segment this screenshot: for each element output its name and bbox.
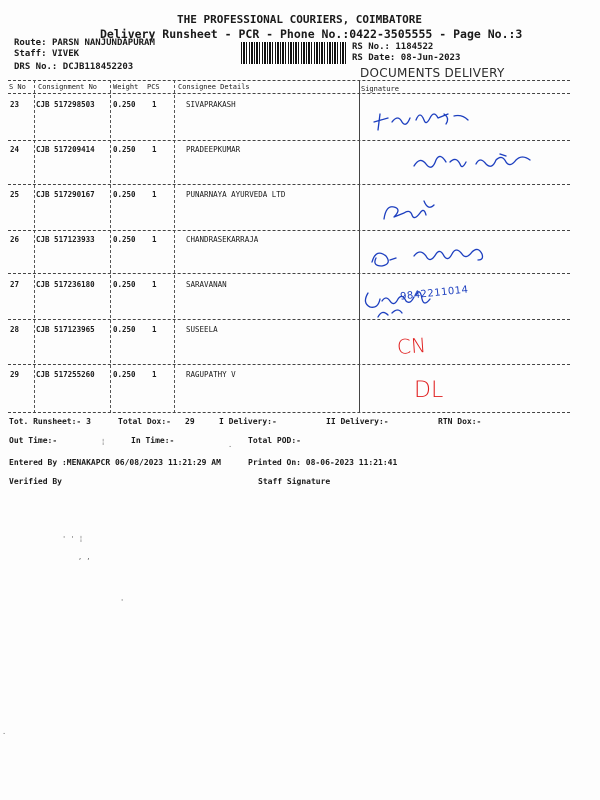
staff-label: Staff:	[14, 49, 47, 59]
row-pcs: 1	[152, 325, 157, 334]
printed-on: Printed On: 08-06-2023 11:21:41	[248, 458, 398, 467]
i-delivery: I Delivery:-	[219, 417, 277, 426]
rs-no-label: RS No.:	[352, 42, 390, 52]
rs-date-label: RS Date:	[352, 53, 396, 63]
scan-speck: ¦	[101, 438, 106, 446]
total-dox-label: Total Dox:-	[118, 417, 171, 426]
col-header-signature: Signature	[361, 85, 399, 93]
staff-signature-label: Staff Signature	[258, 477, 331, 486]
table-top-rule	[8, 80, 570, 81]
col-header-consignee: Consignee Details	[178, 83, 250, 91]
row-consignment: CJB 517123965	[36, 325, 95, 334]
out-time: Out Time:-	[9, 436, 58, 445]
scan-speck: .	[228, 441, 233, 449]
row-weight: 0.250	[113, 370, 136, 379]
cn-handwritten-mark: CN	[396, 333, 427, 359]
row-pcs: 1	[152, 190, 157, 199]
total-pod: Total POD:-	[248, 436, 301, 445]
row-divider	[8, 140, 570, 141]
row-consignee: SIVAPRAKASH	[186, 100, 236, 109]
table-bottom-rule	[8, 412, 570, 413]
row-sno: 26	[10, 235, 20, 244]
runsheet-title: Delivery Runsheet - PCR - Phone No.:0422-3505555 - Page No.:3	[100, 27, 523, 41]
row-consignment: CJB 517255260	[36, 370, 95, 379]
in-time: In Time:-	[131, 436, 175, 445]
staff-value: VIVEK	[51, 49, 80, 59]
row-sno: 27	[10, 280, 20, 289]
row-sno: 23	[10, 100, 20, 109]
row-consignment: CJB 517209414	[36, 145, 95, 154]
row-pcs: 1	[152, 235, 157, 244]
row-consignee: SARAVANAN	[186, 280, 227, 289]
row-consignee: SUSEELA	[186, 325, 218, 334]
row-consignee: PUNARNAYA AYURVEDA LTD	[186, 190, 286, 199]
handwritten-signature	[370, 104, 480, 134]
row-sno: 25	[10, 190, 20, 199]
total-dox-value: 29	[185, 417, 195, 426]
dl-handwritten-mark: DL	[414, 378, 444, 403]
row-weight: 0.250	[113, 325, 136, 334]
row-consignment: CJB 517298503	[36, 100, 95, 109]
verified-by: Verified By	[9, 477, 62, 486]
col-header-consignment: Consignment No	[38, 83, 98, 91]
row-consignee: RAGUPATHY V	[186, 370, 236, 379]
drs-field	[14, 62, 133, 72]
scan-speck: '	[120, 598, 125, 606]
drs-value: DCJB118452203	[62, 62, 134, 72]
rs-no-field	[352, 42, 433, 52]
scan-speck: ' ' ¦	[62, 535, 84, 543]
route-field	[14, 38, 155, 48]
handwritten-signature	[378, 195, 468, 225]
rs-date-field	[352, 53, 460, 63]
row-consignment: CJB 517123933	[36, 235, 95, 244]
tot-runsheet: Tot. Runsheet:- 3	[9, 417, 91, 426]
row-pcs: 1	[152, 145, 157, 154]
row-weight: 0.250	[113, 100, 136, 109]
rs-date-value: 08-Jun-2023	[400, 53, 461, 63]
staff-field	[14, 49, 79, 59]
row-weight: 0.250	[113, 235, 136, 244]
row-divider	[8, 184, 570, 185]
route-value: PARSN NANJUNDAPURAM	[51, 38, 155, 48]
documents-delivery-stamp: DOCUMENTS DELIVERY	[360, 66, 505, 80]
row-weight: 0.250	[113, 190, 136, 199]
col-header-weight: Weight	[113, 83, 139, 91]
row-divider	[8, 230, 570, 231]
rtn-dox: RTN Dox:-	[438, 417, 482, 426]
row-sno: 29	[10, 370, 20, 379]
barcode-image	[241, 42, 347, 64]
row-divider	[8, 364, 570, 365]
row-consignee: PRADEEPKUMAR	[186, 145, 241, 154]
row-weight: 0.250	[113, 280, 136, 289]
row-consignment: CJB 517236180	[36, 280, 95, 289]
col-header-pcs: PCS	[147, 83, 160, 91]
drs-label: DRS No.:	[14, 62, 58, 72]
table-header-rule	[8, 93, 570, 94]
col-header-sno: S No	[9, 83, 26, 91]
row-weight: 0.250	[113, 145, 136, 154]
row-sno: 24	[10, 145, 20, 154]
row-pcs: 1	[152, 100, 157, 109]
route-label: Route:	[14, 38, 47, 48]
row-consignment: CJB 517290167	[36, 190, 95, 199]
company-name: THE PROFESSIONAL COURIERS, COIMBATORE	[177, 13, 423, 26]
handwritten-signature	[410, 148, 540, 178]
ii-delivery: II Delivery:-	[326, 417, 389, 426]
handwritten-signature	[366, 242, 516, 278]
signature-phone-number: 9842211014	[399, 284, 470, 303]
entered-by: Entered By :MENAKAPCR 06/08/2023 11:21:29 AM	[9, 458, 221, 467]
row-pcs: 1	[152, 280, 157, 289]
scan-speck: .	[2, 728, 7, 736]
row-sno: 28	[10, 325, 20, 334]
rs-no-value: 1184522	[395, 42, 434, 52]
row-consignee: CHANDRASEKARRAJA	[186, 235, 259, 244]
scan-speck: , ,	[78, 553, 91, 561]
row-pcs: 1	[152, 370, 157, 379]
